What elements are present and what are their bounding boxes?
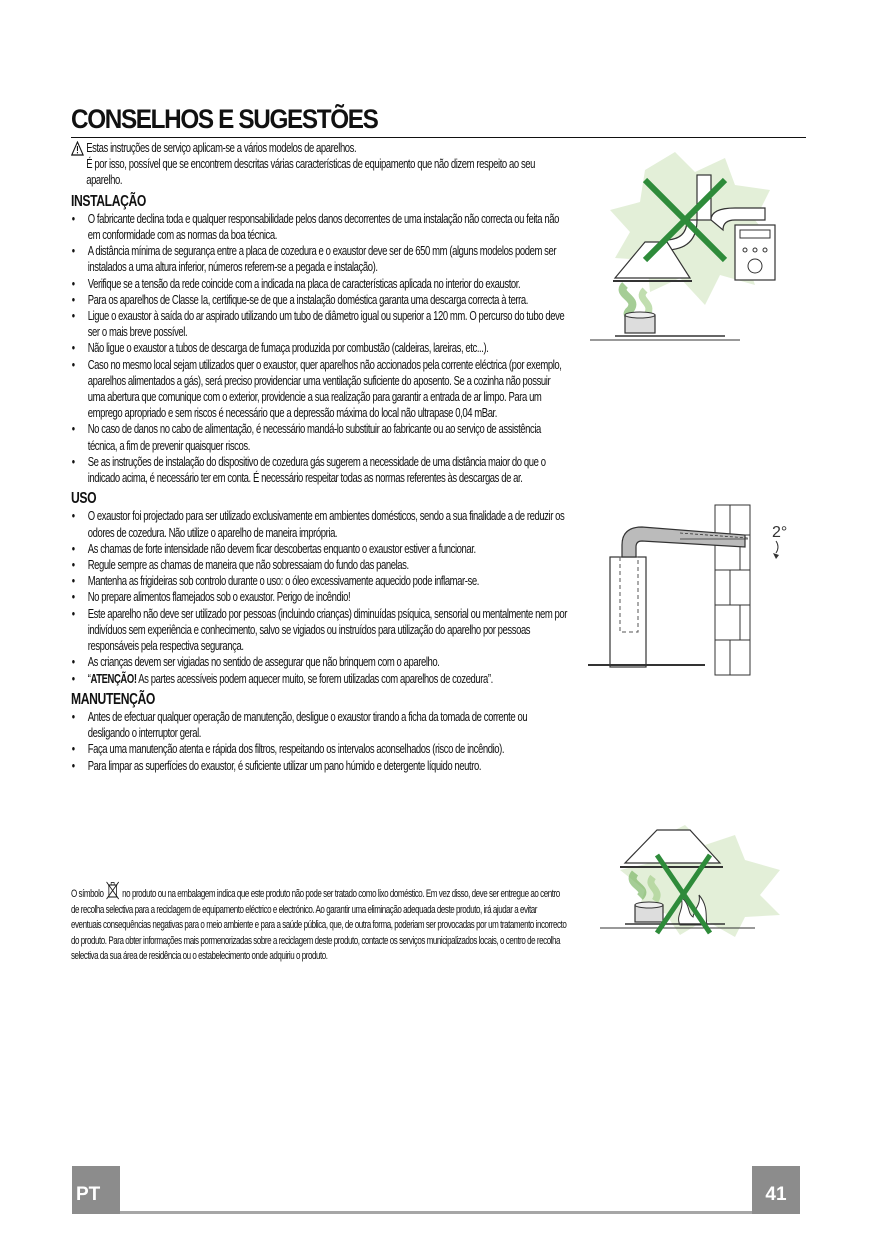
list-item: • Este aparelho não deve ser utilizado por pessoas (incluindo crianças) diminuídas psíquica, sensorial ou mentalmente nem por indivíduos sem experiência e conhecimento, salvo se vigiados ou instruídos para utilização do aparelho por pessoas responsáveis pela respectiva segurança. xyxy=(71,606,568,654)
list-item: • Não ligue o exaustor a tubos de descarga de fumaça produzida por combustão (caldeiras, lareiras, etc...). xyxy=(71,341,489,356)
intro-line-2: É por isso, possível que se encontrem descritas várias características de equipamento que não dizem respeito ao seu aparelho. xyxy=(86,157,536,188)
attention-item: • “ATENÇÃO! As partes acessíveis podem aquecer muito, se forem utilizadas com aparelhos de cozedura”. xyxy=(71,671,493,686)
list-item: • As chamas de forte intensidade não devem ficar descobertas enquanto o exaustor estiver a funcionar. xyxy=(71,541,476,556)
list-item: • Faça uma manutenção atenta e rápida dos filtros, respeitando os intervalos aconselhados (risco de incêndio). xyxy=(71,742,505,757)
list-item: • No prepare alimentos flamejados sob o exaustor. Perigo de incêndio! xyxy=(71,590,351,605)
list-item: • Antes de efectuar qualquer operação de manutenção, desligue o exaustor tirando a ficha da tomada de corrente ou desligando o interruptor geral. xyxy=(71,709,528,741)
list-item: • No caso de danos no cabo de alimentação, é necessário mandá-lo substituir ao fabricante ou ao serviço de assistência técnica, a fim de prevenir quaisquer riscos. xyxy=(71,422,541,453)
list-item: • O fabricante declina toda e qualquer responsabilidade pelos danos decorrentes de uma instalação não correcta ou feita não em conformidade com as normas da boa técnica. xyxy=(71,211,559,243)
list-item: • Ligue o exaustor à saída do ar aspirado utilizando um tubo de diâmetro igual ou superior a 120 mm. O percurso do tubo deve ser o mais breve possível. xyxy=(71,309,565,340)
list-item: • Se as instruções de instalação do dispositivo de cozedura gás sugerem a necessidade de uma distância maior do que o indicado acima, é necessário ter em conta. É necessário respeitar todas as normas referentes às descargas de ar. xyxy=(71,454,546,486)
slope-angle-label: 2° xyxy=(772,524,788,541)
list-item: • Verifique se a tensão da rede coincide com a indicada na placa de características aplicada no interior do exaustor. xyxy=(71,276,521,291)
maintenance-list xyxy=(71,709,568,774)
duct-slope-illustration xyxy=(580,495,795,680)
page-number: 41 xyxy=(752,1166,800,1214)
list-item: • Regule sempre as chamas de maneira que não sobressaiam do fundo das panelas. xyxy=(71,558,409,573)
brick-wall xyxy=(715,505,750,675)
flambe-warning-illustration xyxy=(595,825,785,940)
attention-label: ATENÇÃO! xyxy=(90,671,137,686)
installation-list xyxy=(71,211,568,486)
language-tab: PT xyxy=(72,1166,120,1214)
intro-line-1: Estas instruções de serviço aplicam-se a vários modelos de aparelhos. xyxy=(86,141,357,155)
list-item: • A distância mínima de segurança entre a placa de cozedura e o exaustor deve ser de 650 mm (alguns modelos podem ser instalados a uma altura inferior, números referem-se a pegada e instalação). xyxy=(71,244,557,275)
footer-bar xyxy=(72,1211,800,1214)
list-item: • Para os aparelhos de Classe Ia, certifique-se de que a instalação doméstica garanta uma descarga correcta à terra. xyxy=(71,292,529,307)
section-title-installation: INSTALAÇÃO xyxy=(71,192,147,210)
main-column xyxy=(71,140,568,774)
list-item: • O exaustor foi projectado para ser utilizado exclusivamente em ambientes domésticos, sendo a sua finalidade a de reduzir os odores de cozedura. Não utilize o aparelho de maneira imprópria. xyxy=(71,509,565,540)
section-title-maintenance: MANUTENÇÃO xyxy=(71,690,156,708)
list-item: • Mantenha as frigideiras sob controlo durante o uso: o óleo excessivamente aquecido pode inflamar-se. xyxy=(71,574,479,589)
weee-disposal-notice: O símbolo no produto ou na embalagem indica que este produto não pode ser tratado como lixo doméstico. Em vez disso, deve ser entregue ao centro de recolha selectiva para a reciclagem de equipamento eléctrico e electrónico. Ao garantir uma eliminação adequada deste produto, irá ajudar a evitar eventuais consequências negativas para o meio ambiente e para a saúde pública, que, de outra forma, poderiam ser provocadas por um tratamento incorrecto do produto. Para obter informações mais pormenorizadas sobre a reciclagem deste produto, contacte os serviços municipalizados locais, o centro de recolha selectiva da sua área de residência ou o estabelecimento onde adquiriu o produto. xyxy=(71,880,568,965)
crossed-bin-icon xyxy=(105,880,120,900)
section-title-use: USO xyxy=(71,490,97,508)
list-item: • Caso no mesmo local sejam utilizados quer o exaustor, quer aparelhos não accionados pela corrente eléctrica (por exemplo, aparelhos alimentados a gás), será preciso providenciar uma ventilação suficiente do aposento. Se a cozinha não possuir uma abertura que comunique com o exterior, providencie a sua realização para garantir a entrada de ar limpo. Para um emprego apropriado e sem riscos é necessário que a depressão máxima do local não ultrapase 0,04 mBar. xyxy=(71,357,562,421)
intro-note xyxy=(71,140,568,189)
list-item: • Para limpar as superfícies do exaustor, é suficiente utilizar um pano húmido e detergente líquido neutro. xyxy=(71,758,482,773)
warning-icon xyxy=(71,141,84,156)
hood-wrong-position-illustration xyxy=(585,150,785,345)
page-title: CONSELHOS E SUGESTÕES xyxy=(71,104,378,134)
use-list xyxy=(71,508,568,686)
title-rule xyxy=(71,137,806,138)
list-item: • As crianças devem ser vigiadas no sentido de assegurar que não brinquem com o aparelho. xyxy=(71,655,440,670)
